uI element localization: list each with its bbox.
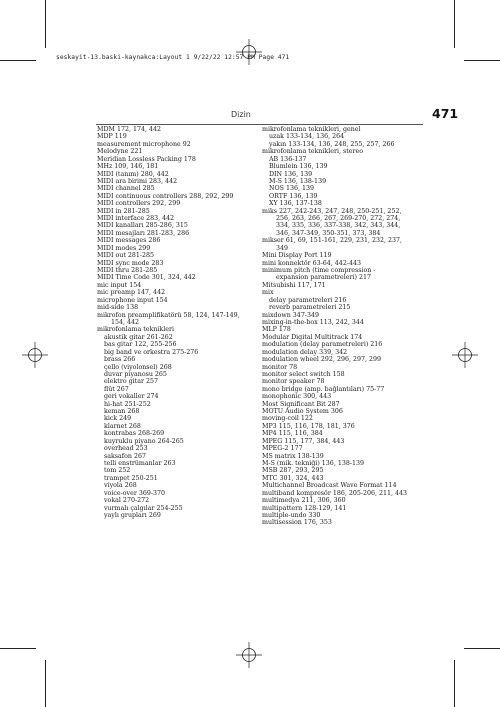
index-entry: monitor select switch 158 [262, 370, 345, 378]
index-subentry: tom 252 [104, 467, 131, 475]
index-entry: mini konnektör 63-64, 442-443 [262, 259, 361, 267]
index-subentry: brass 266 [104, 356, 136, 364]
index-subentry: DIN 136, 139 [269, 170, 313, 178]
index-entry: Modular Digital Multitrack 174 [262, 333, 363, 341]
index-entry: mikrofonlama teknikleri, stereo [262, 148, 364, 156]
index-entry: 346, 347-349, 350-351, 373, 384 [276, 229, 381, 237]
index-entry: monophonic 300, 443 [262, 393, 332, 401]
index-subentry: hi-hat 251-252 [104, 400, 151, 408]
registration-mark-right [452, 342, 478, 368]
index-subentry: M-S 136, 138-139 [269, 177, 327, 185]
index-subentry: AB 136-137 [269, 155, 307, 163]
index-subentry: voice-over 369-370 [104, 489, 165, 497]
index-entry: MP4 115, 116, 384 [262, 430, 323, 438]
index-entry: multiple-undo 330 [262, 511, 321, 519]
index-column-right [262, 126, 428, 527]
index-entry: miks 227, 242-243, 247, 248, 250-251, 252, [262, 207, 402, 215]
crop-mark [0, 648, 36, 649]
index-entry: Melodyne 221 [97, 148, 143, 156]
index-entry: mixdown 347-349 [262, 311, 319, 319]
index-entry: 256, 263, 266, 267, 269-270, 272, 274, [276, 215, 401, 223]
crop-mark [45, 660, 46, 707]
index-entry: mikrofonlama teknikleri [97, 326, 174, 334]
index-entry: mid-side 138 [97, 304, 139, 312]
index-entry: MPEG-2 177 [262, 445, 303, 453]
index-entry: mono bridge (amp. bağlantıları) 75-77 [262, 385, 385, 393]
index-entry: expansion parametreleri) 217 [276, 274, 371, 282]
index-entry: MIDI kanalları 285-286, 315 [97, 222, 188, 230]
index-subentry: ORTF 136, 139 [269, 192, 318, 200]
index-subentry: akustik gitar 261-262 [104, 333, 173, 341]
index-entry: multisession 176, 353 [262, 519, 332, 527]
index-subentry: vurmalı çalgılar 254-255 [104, 504, 183, 512]
index-entry: MLP 178 [262, 326, 291, 334]
registration-mark-bottom [236, 642, 262, 668]
index-entry: mic preamp 147, 442 [97, 289, 166, 297]
index-subentry: yakın 133-134, 136, 248, 255, 257, 266 [269, 140, 395, 148]
index-entry: MIDI interface 283, 442 [97, 215, 175, 223]
index-subentry: XY 136, 137-138 [269, 200, 322, 208]
index-subentry: kuyruklu piyano 264-265 [104, 437, 184, 445]
index-entry: MP3 115, 116, 178, 181, 376 [262, 422, 355, 430]
index-entry: MIDI thru 281-285 [97, 267, 158, 275]
index-entry: measurement microphone 92 [97, 140, 191, 148]
index-entry: mikrofonlama teknikleri, genel [262, 126, 361, 133]
index-subentry: delay parametreleri 216 [269, 296, 347, 304]
index-entry: Most Significant Bit 287 [262, 400, 340, 408]
index-subentry: NOS 136, 139 [269, 185, 315, 193]
index-entry: minimum pitch (time compression - [262, 267, 376, 275]
index-entry: multipattern 128-129, 141 [262, 504, 347, 512]
index-entry: MHz 109, 146, 181 [97, 163, 159, 171]
index-subentry: keman 268 [104, 408, 140, 416]
index-entry: 349 [276, 244, 289, 252]
index-entry: MIDI messages 286 [97, 237, 161, 245]
crop-mark [454, 660, 455, 707]
index-subentry: uzak 133-134, 136, 264 [269, 133, 345, 141]
index-entry: mikser 61, 69, 151-161, 229, 231, 232, 237, [262, 237, 403, 245]
index-entry: mix [262, 289, 274, 297]
page-number: 471 [432, 106, 459, 121]
index-subentry: kick 249 [104, 415, 132, 423]
index-subentry: elektro gitar 257 [104, 378, 158, 386]
index-entry: MTC 301, 324, 443 [262, 474, 324, 482]
index-entry: 154, 442 [111, 318, 140, 326]
index-entry: Mini Display Port 119 [262, 252, 332, 260]
index-entry: modulation wheel 292, 296, 297, 299 [262, 356, 382, 364]
index-subentry: viyola 268 [104, 482, 137, 490]
index-subentry: reverb parametreleri 215 [269, 304, 351, 312]
index-entry: multimedya 211, 306, 360 [262, 497, 346, 505]
index-entry: Mitsubishi 117, 171 [262, 281, 326, 289]
index-entry: MIDI ara birimi 283, 442 [97, 177, 178, 185]
index-subentry: overhead 253 [104, 445, 148, 453]
index-entry: mixing-in-the-box 113, 242, 344 [262, 318, 364, 326]
index-entry: MOTU Audio System 306 [262, 408, 343, 416]
index-entry: mikrofon preamplifikatörü 58, 124, 147-149, [97, 311, 240, 319]
index-entry: MDP 119 [97, 133, 127, 141]
index-entry: MPEG 115, 177, 384, 443 [262, 437, 345, 445]
index-entry: MIDI (tanım) 280, 442 [97, 170, 169, 178]
print-slug-line: seskayit-13.baski-kaynakca:Layout 1 9/22/22 12:57 PM Page 471 [56, 54, 290, 61]
index-entry: multiband kompresör 186, 205-206, 211, 443 [262, 489, 408, 497]
index-entry: 334, 335, 336, 337-338, 342, 343, 344, [276, 222, 401, 230]
index-subentry: telli enstrümanlar 263 [104, 459, 176, 467]
crop-mark [0, 60, 36, 61]
index-column-left [97, 126, 257, 519]
index-entry: MIDI channel 285 [97, 185, 155, 193]
index-entry: mic input 154 [97, 281, 142, 289]
index-subentry: yaylı grupları 269 [104, 511, 161, 519]
index-entry: moving-coil 122 [262, 415, 313, 423]
crop-mark [464, 60, 500, 61]
index-entry: MDM 172, 174, 442 [97, 126, 162, 133]
index-entry: MIDI out 281-285 [97, 252, 155, 260]
index-entry: MIDI modes 299 [97, 244, 151, 252]
index-entry: MIDI in 281-285 [97, 207, 150, 215]
index-entry: Meridian Lossless Packing 178 [97, 155, 196, 163]
index-subentry: Blumlein 136, 139 [269, 163, 328, 171]
registration-mark-left [22, 342, 48, 368]
crop-mark [454, 0, 455, 48]
crop-mark [45, 0, 46, 48]
crop-mark [464, 648, 500, 649]
index-entry: M-S (mik. tekniği) 136, 138-139 [262, 459, 364, 467]
index-subentry: vokal 270-272 [104, 497, 150, 505]
index-subentry: duvar piyanosu 265 [104, 370, 167, 378]
index-subentry: geri vokaller 274 [104, 393, 159, 401]
index-entry: MS matrix 138-139 [262, 452, 324, 460]
index-entry: monitor 78 [262, 363, 298, 371]
index-entry: MIDI continuous controllers 288, 292, 299 [97, 192, 234, 200]
index-subentry: flüt 267 [104, 385, 129, 393]
section-title: Dizin [231, 110, 251, 119]
registration-mark-top [236, 39, 262, 65]
index-entry: monitor speaker 78 [262, 378, 325, 386]
index-entry: MIDI controllers 292, 299 [97, 200, 181, 208]
index-entry: MIDI Time Code 301, 324, 442 [97, 274, 196, 282]
index-subentry: klarnet 268 [104, 422, 141, 430]
index-entry: MSB 287, 293, 295 [262, 467, 324, 475]
index-subentry: saksafon 267 [104, 452, 146, 460]
index-subentry: trampet 250-251 [104, 474, 158, 482]
index-entry: modulation (delay parametreleri) 216 [262, 341, 383, 349]
index-subentry: big band ve orkestra 275-276 [104, 348, 199, 356]
index-subentry: çello (viyolonsel) 268 [104, 363, 172, 371]
index-subentry: bas gitar 122, 255-256 [104, 341, 177, 349]
index-entry: Multichannel Broadcast Wave Format 114 [262, 482, 397, 490]
index-entry: microphone input 154 [97, 296, 168, 304]
header-rule [96, 124, 423, 125]
index-entry: MIDI mesajları 281-283, 286 [97, 229, 190, 237]
index-entry: MIDI sync mode 283 [97, 259, 164, 267]
index-entry: modulation delay 339, 342 [262, 348, 348, 356]
index-subentry: kontrabas 268-269 [104, 430, 165, 438]
